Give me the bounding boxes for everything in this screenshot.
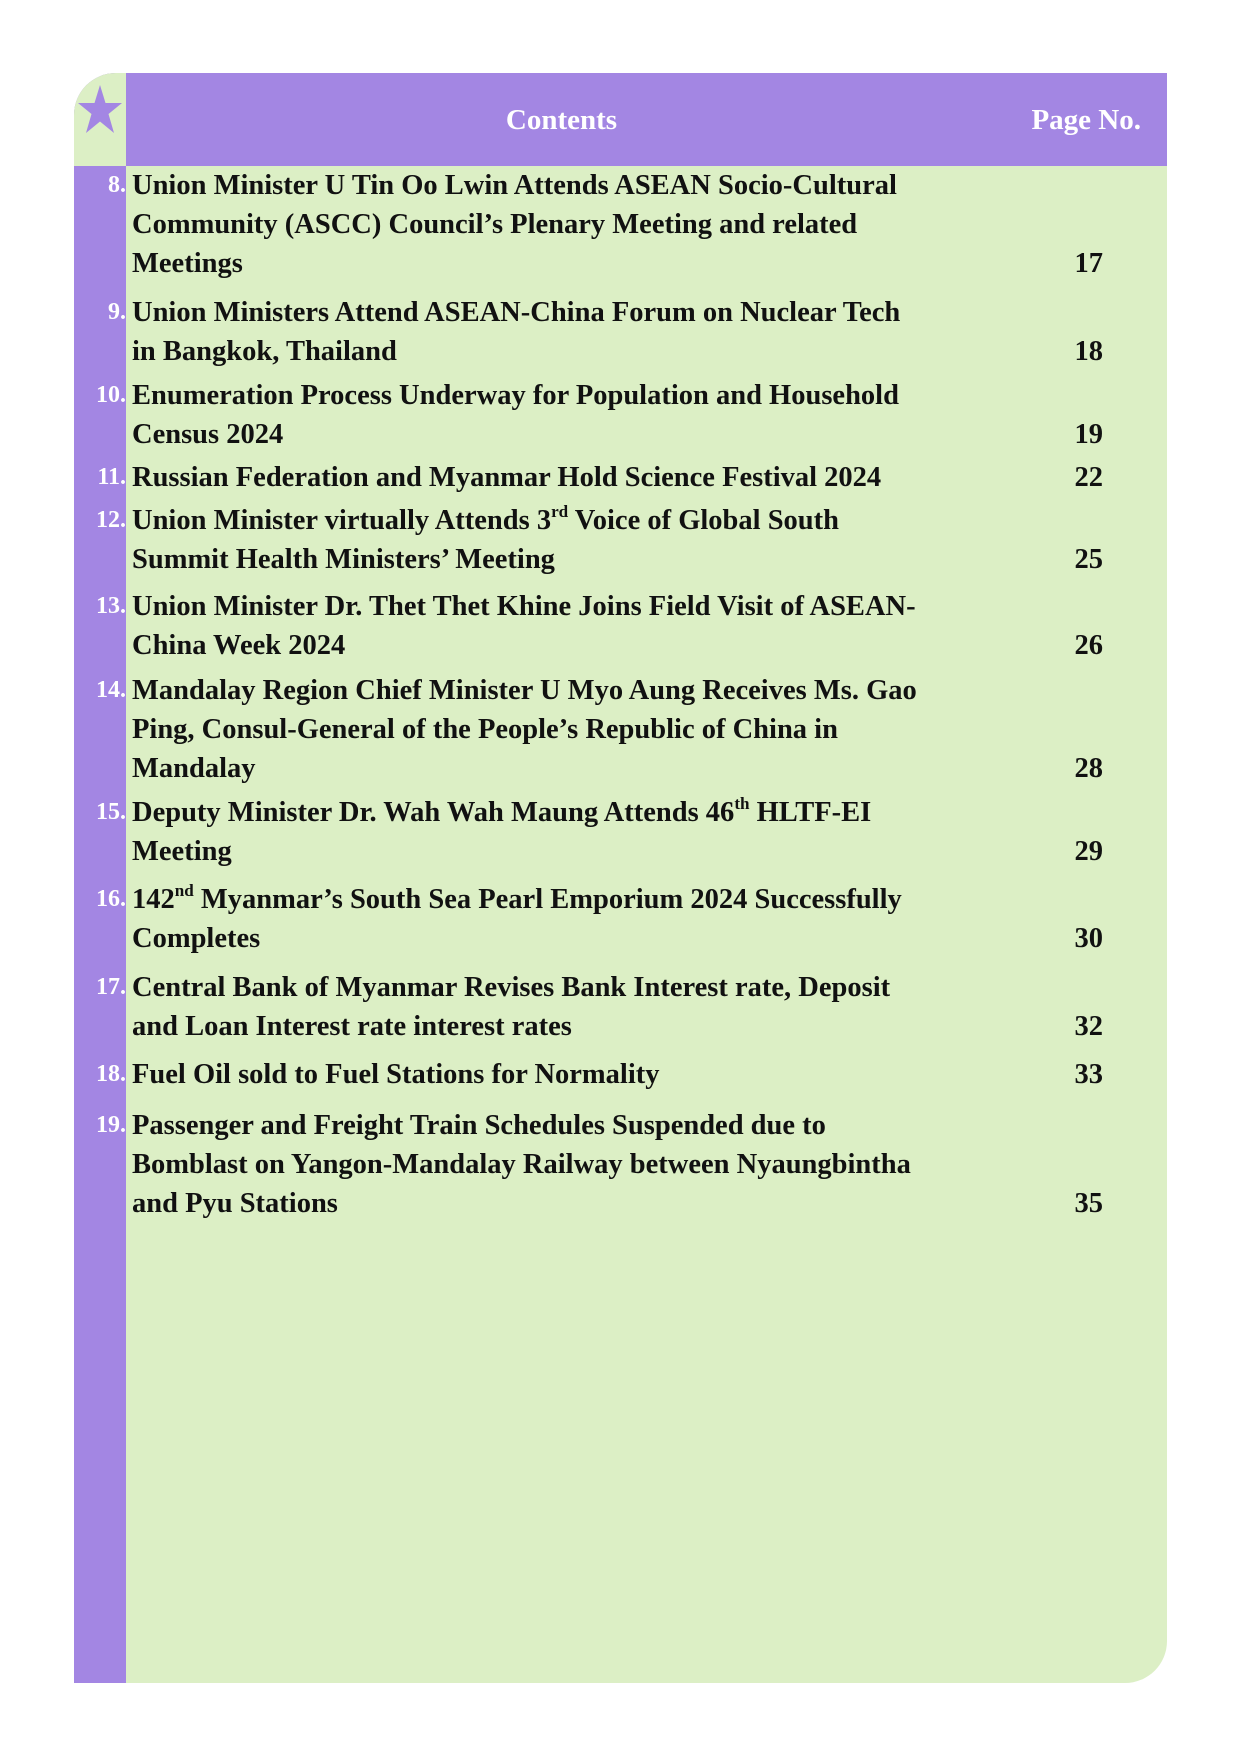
entry-page-number: 32	[1074, 1011, 1103, 1042]
entry-title-line: Summit Health Ministers’ Meeting	[132, 544, 555, 575]
entry-title	[132, 671, 1072, 788]
entry-title-line: and Loan Interest rate interest rates	[132, 1011, 572, 1042]
entry-title-line: and Pyu Stations	[132, 1188, 338, 1219]
entry-title-line: Union Minister virtually Attends 3rd Voice of Global South	[132, 501, 839, 536]
entry-number: 18.	[96, 1061, 126, 1087]
entry-page-number: 33	[1074, 1059, 1103, 1090]
entry-title-line: Union Minister Dr. Thet Thet Khine Joins Field Visit of ASEAN-	[132, 591, 916, 622]
entry-title-line: China Week 2024	[132, 630, 346, 661]
entry-page-number: 35	[1074, 1188, 1103, 1219]
entry-title	[132, 501, 1072, 579]
entry-page-number: 29	[1074, 836, 1103, 867]
entry-number: 15.	[96, 799, 126, 825]
entry-number: 17.	[96, 974, 126, 1000]
entry-page-number: 30	[1074, 923, 1103, 954]
entry-page-number: 28	[1074, 753, 1103, 784]
entry-page-number: 25	[1074, 544, 1103, 575]
entry-title-line: Mandalay Region Chief Minister U Myo Aung Receives Ms. Gao	[132, 675, 917, 706]
entry-title	[132, 587, 1072, 665]
entry-title-line: Completes	[132, 923, 261, 954]
entry-title-line: Fuel Oil sold to Fuel Stations for Normality	[132, 1059, 660, 1090]
entry-number: 19.	[96, 1112, 126, 1138]
entry-title-line: Central Bank of Myanmar Revises Bank Interest rate, Deposit	[132, 972, 891, 1003]
entry-number: 9.	[108, 299, 126, 325]
entry-title	[132, 458, 1072, 497]
entry-title-line: Passenger and Freight Train Schedules Suspended due to	[132, 1110, 826, 1141]
entry-title-line: Union Minister U Tin Oo Lwin Attends ASEAN Socio-Cultural	[132, 170, 897, 201]
entry-title-line: Meeting	[132, 836, 232, 867]
entry-number: 12.	[96, 507, 126, 533]
entry-title	[132, 1055, 1072, 1094]
entry-page-number: 22	[1074, 462, 1103, 493]
entry-title	[132, 293, 1072, 371]
entry-page-number: 18	[1074, 336, 1103, 367]
contents-header	[126, 73, 1167, 166]
contents-panel	[74, 73, 1167, 1683]
entry-title-line: Deputy Minister Dr. Wah Wah Maung Attends 46th HLTF-EI	[132, 793, 872, 828]
entry-title-line: Community (ASCC) Council’s Plenary Meeting and related	[132, 209, 858, 240]
entry-page-number: 26	[1074, 630, 1103, 661]
entry-title-line: Bomblast on Yangon-Mandalay Railway between Nyaungbintha	[132, 1149, 911, 1180]
entry-number: 10.	[96, 382, 126, 408]
entry-title-line: Russian Federation and Myanmar Hold Science Festival 2024	[132, 462, 882, 493]
entry-title	[132, 376, 1072, 454]
entry-page-number: 19	[1074, 419, 1103, 450]
corner-badge	[74, 73, 126, 166]
entry-title-line: Census 2024	[132, 419, 284, 450]
entry-title-line: in Bangkok, Thailand	[132, 336, 397, 367]
page-no-label: Page No.	[1031, 104, 1141, 136]
star-icon	[77, 83, 123, 139]
entry-title-line: 142nd Myanmar’s South Sea Pearl Emporium 2024 Successfully	[132, 880, 902, 915]
contents-title: Contents	[505, 104, 618, 136]
entry-number: 11.	[97, 464, 126, 490]
entry-title	[132, 1106, 1072, 1223]
entry-title	[132, 793, 1072, 871]
entry-title	[132, 166, 1072, 283]
entry-title-line: Union Ministers Attend ASEAN-China Forum on Nuclear Tech	[132, 297, 901, 328]
entry-title-line: Enumeration Process Underway for Population and Household	[132, 380, 899, 411]
entry-number: 14.	[96, 677, 126, 703]
entry-number: 8.	[108, 172, 126, 198]
entry-title-line: Mandalay	[132, 753, 256, 784]
entry-number: 13.	[96, 593, 126, 619]
entry-number: 16.	[96, 886, 126, 912]
entry-page-number: 17	[1074, 248, 1103, 279]
entry-title-line: Ping, Consul-General of the People’s Republic of China in	[132, 714, 838, 745]
entry-title	[132, 880, 1072, 958]
entry-title-line: Meetings	[132, 248, 243, 279]
entry-title	[132, 968, 1072, 1046]
